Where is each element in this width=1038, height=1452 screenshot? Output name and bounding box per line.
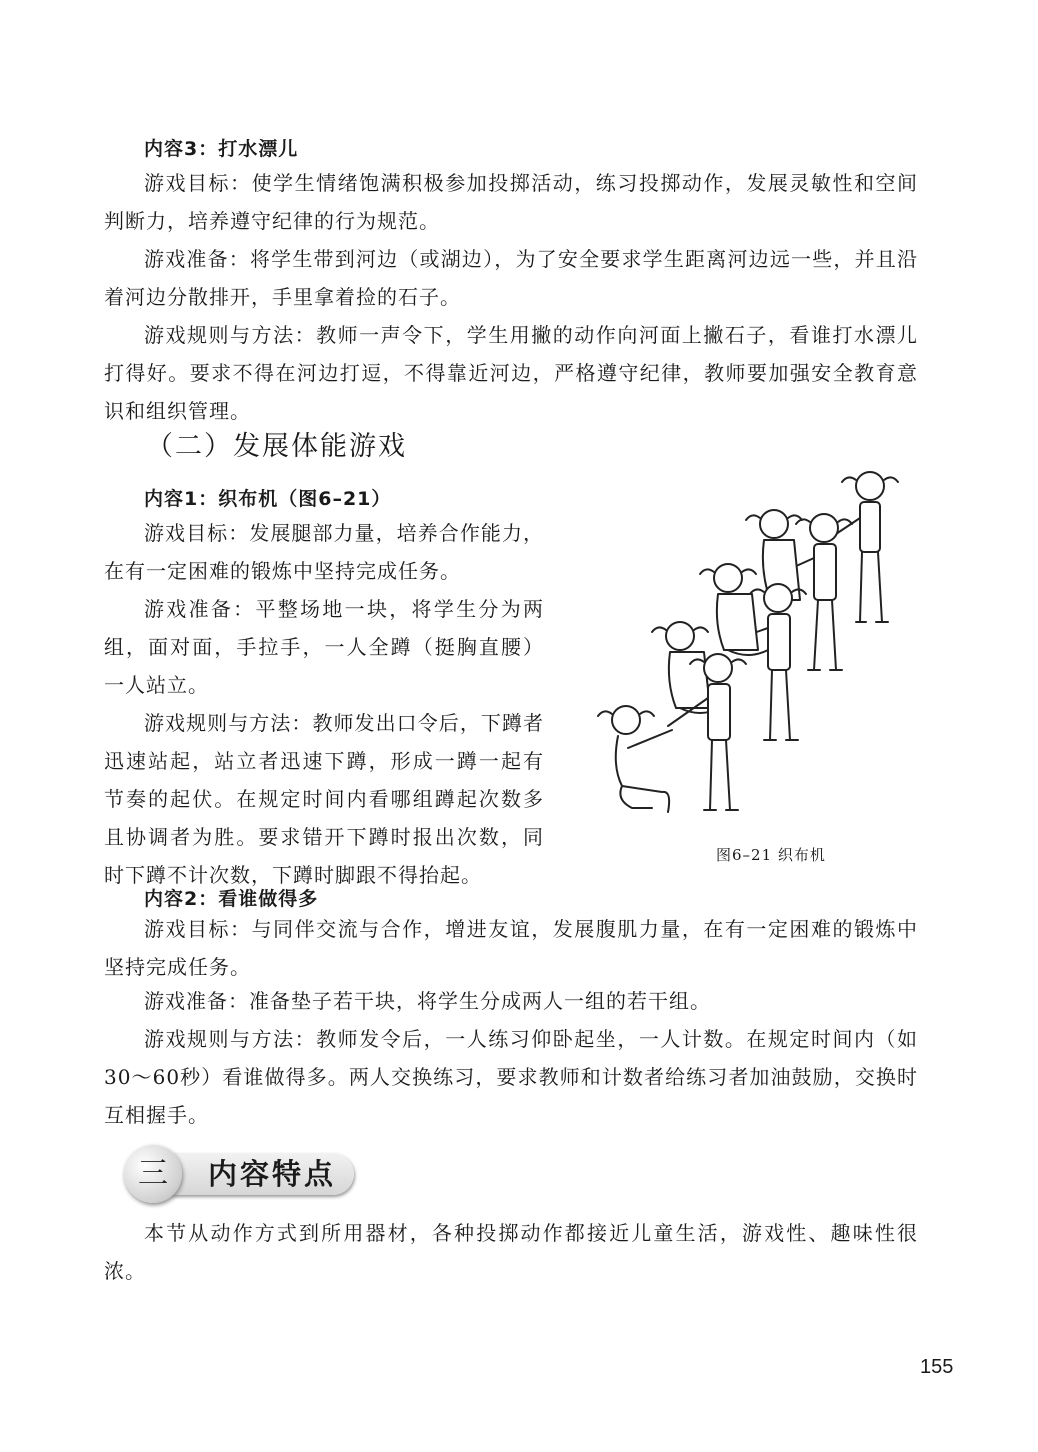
content1-goal: 游戏目标：发展腿部力量，培养合作能力，在有一定困难的锻炼中坚持完成任务。: [104, 521, 544, 583]
section3-number: 三: [138, 1156, 168, 1191]
content1-rules: 游戏规则与方法：教师发出口令后，下蹲者迅速站起，站立者迅速下蹲，形成一蹲一起有节奏的起伏。在规定时间内看哪组蹲起次数多且协调者为胜。要求错开下蹲时报出次数，同时下蹲不计次数，下蹲时脚跟不得抬起。: [104, 711, 544, 887]
content2-goal: 游戏目标：与同伴交流与合作，增进友谊，发展腹肌力量，在有一定困难的锻炼中坚持完成任务。: [104, 917, 918, 979]
section3-title: 内容特点: [208, 1157, 337, 1191]
child-figure: [700, 564, 768, 655]
page-number: 155: [920, 1356, 954, 1378]
section3-body: 本节从动作方式到所用器材，各种投掷动作都接近儿童生活，游戏性、趣味性很浓。: [104, 1221, 918, 1283]
content3-goal: 游戏目标：使学生情绪饱满积极参加投掷活动，练习投掷动作，发展灵敏性和空间判断力，培养遵守纪律的行为规范。: [104, 171, 918, 233]
figure-caption: 图6–21 织布机: [716, 846, 826, 864]
section2-title: （二）发展体能游戏: [146, 431, 407, 462]
content1-heading: 内容1：织布机（图6–21）: [144, 488, 392, 510]
content3-heading: 内容3：打水漂儿: [144, 138, 299, 160]
content3-rules: 游戏规则与方法：教师一声令下，学生用撇的动作向河面上撇石子，看谁打水漂儿打得好。要求不得在河边打逗，不得靠近河边，严格遵守纪律，教师要加强安全教育意识和组织管理。: [104, 323, 918, 423]
content2-prep: 游戏准备：准备垫子若干块，将学生分成两人一组的若干组。: [144, 989, 711, 1013]
child-figure: [598, 706, 672, 812]
section3-banner: [124, 1145, 356, 1203]
content1-prep: 游戏准备：平整场地一块，将学生分为两组，面对面，手拉手，一人全蹲（挺胸直腰）一人站立。: [104, 597, 544, 697]
child-figure: [830, 472, 898, 622]
content2-rules: 游戏规则与方法：教师发令后，一人练习仰卧起坐，一人计数。在规定时间内（如30～60秒）看谁做得多。两人交换练习，要求教师和计数者给练习者加油鼓励，交换时互相握手。: [104, 1027, 918, 1127]
content2-heading: 内容2：看谁做得多: [144, 888, 319, 910]
content3-prep: 游戏准备：将学生带到河边（或湖边），为了安全要求学生距离河边远一些，并且沿着河边分散排开，手里拿着捡的石子。: [104, 247, 918, 309]
loom-game-illustration: [588, 458, 918, 838]
